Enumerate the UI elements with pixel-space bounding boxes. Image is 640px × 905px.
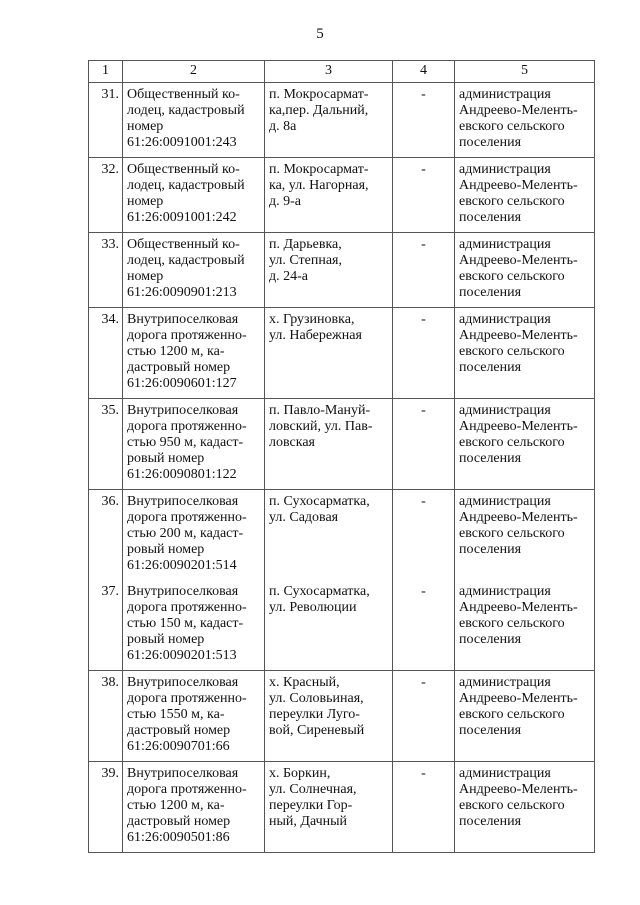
table-row: [89, 762, 595, 853]
column-header-1: 1: [89, 61, 123, 83]
object-description: Внутрипоселковая дорога протяженно- стью 150 м, кадаст- ровый номер 61:26:0090201:513: [123, 580, 265, 671]
column-4-value: -: [393, 158, 455, 233]
column-header-4: 4: [393, 61, 455, 83]
row-number: 33.: [89, 233, 123, 308]
owner-name: администрация Андреево-Меленть- евского сельского поселения: [455, 83, 595, 158]
column-header-3: 3: [265, 61, 393, 83]
table-row: [89, 490, 595, 581]
object-description: Внутрипоселковая дорога протяженно- стью 950 м, кадаст- ровый номер 61:26:0090801:122: [123, 399, 265, 490]
row-number: 38.: [89, 671, 123, 762]
row-number: 32.: [89, 158, 123, 233]
row-number: 34.: [89, 308, 123, 399]
object-description: Внутрипоселковая дорога протяженно- стью 200 м, кадаст- ровый номер 61:26:0090201:514: [123, 490, 265, 581]
owner-name: администрация Андреево-Меленть- евского сельского поселения: [455, 580, 595, 671]
column-4-value: -: [393, 490, 455, 581]
owner-name: администрация Андреево-Меленть- евского сельского поселения: [455, 308, 595, 399]
column-4-value: -: [393, 308, 455, 399]
column-4-value: -: [393, 580, 455, 671]
row-number: 31.: [89, 83, 123, 158]
object-description: Внутрипоселковая дорога протяженно- стью 1200 м, ка- дастровый номер 61:26:0090601:127: [123, 308, 265, 399]
table-body: [89, 83, 595, 853]
row-number: 35.: [89, 399, 123, 490]
owner-name: администрация Андреево-Меленть- евского сельского поселения: [455, 233, 595, 308]
column-4-value: -: [393, 233, 455, 308]
column-4-value: -: [393, 762, 455, 853]
row-number: 36.: [89, 490, 123, 581]
object-description: Внутрипоселковая дорога протяженно- стью 1550 м, ка- дастровый номер 61:26:0090701:66: [123, 671, 265, 762]
table-row: [89, 580, 595, 671]
table-row: [89, 158, 595, 233]
owner-name: администрация Андреево-Меленть- евского сельского поселения: [455, 399, 595, 490]
table-row: [89, 233, 595, 308]
object-location: п. Сухосарматка, ул. Революции: [265, 580, 393, 671]
table-row: [89, 83, 595, 158]
table-row: [89, 399, 595, 490]
column-4-value: -: [393, 83, 455, 158]
object-location: п. Павло-Мануй- ловский, ул. Пав- ловская: [265, 399, 393, 490]
column-4-value: -: [393, 671, 455, 762]
object-location: х. Красный, ул. Соловьиная, переулки Луго- вой, Сиреневый: [265, 671, 393, 762]
owner-name: администрация Андреево-Меленть- евского сельского поселения: [455, 490, 595, 581]
table-row: [89, 308, 595, 399]
object-location: п. Мокросармат- ка,пер. Дальний, д. 8а: [265, 83, 393, 158]
object-description: Общественный ко- лодец, кадастровый номер 61:26:0091001:242: [123, 158, 265, 233]
column-4-value: -: [393, 399, 455, 490]
row-number: 39.: [89, 762, 123, 853]
object-location: п. Сухосарматка, ул. Садовая: [265, 490, 393, 581]
object-location: х. Грузиновка, ул. Набережная: [265, 308, 393, 399]
column-header-5: 5: [455, 61, 595, 83]
object-location: п. Дарьевка, ул. Степная, д. 24-а: [265, 233, 393, 308]
owner-name: администрация Андреево-Меленть- евского сельского поселения: [455, 671, 595, 762]
table-header-row: [89, 61, 595, 83]
object-description: Внутрипоселковая дорога протяженно- стью 1200 м, ка- дастровый номер 61:26:0090501:86: [123, 762, 265, 853]
owner-name: администрация Андреево-Меленть- евского сельского поселения: [455, 762, 595, 853]
owner-name: администрация Андреево-Меленть- евского сельского поселения: [455, 158, 595, 233]
object-description: Общественный ко- лодец, кадастровый номер 61:26:0091001:243: [123, 83, 265, 158]
property-table: [88, 60, 595, 853]
object-location: п. Мокросармат- ка, ул. Нагорная, д. 9-а: [265, 158, 393, 233]
object-description: Общественный ко- лодец, кадастровый номер 61:26:0090901:213: [123, 233, 265, 308]
table-row: [89, 671, 595, 762]
column-header-2: 2: [123, 61, 265, 83]
object-location: х. Боркин, ул. Солнечная, переулки Гор- ный, Дачный: [265, 762, 393, 853]
row-number: 37.: [89, 580, 123, 671]
page-number: 5: [316, 26, 324, 42]
